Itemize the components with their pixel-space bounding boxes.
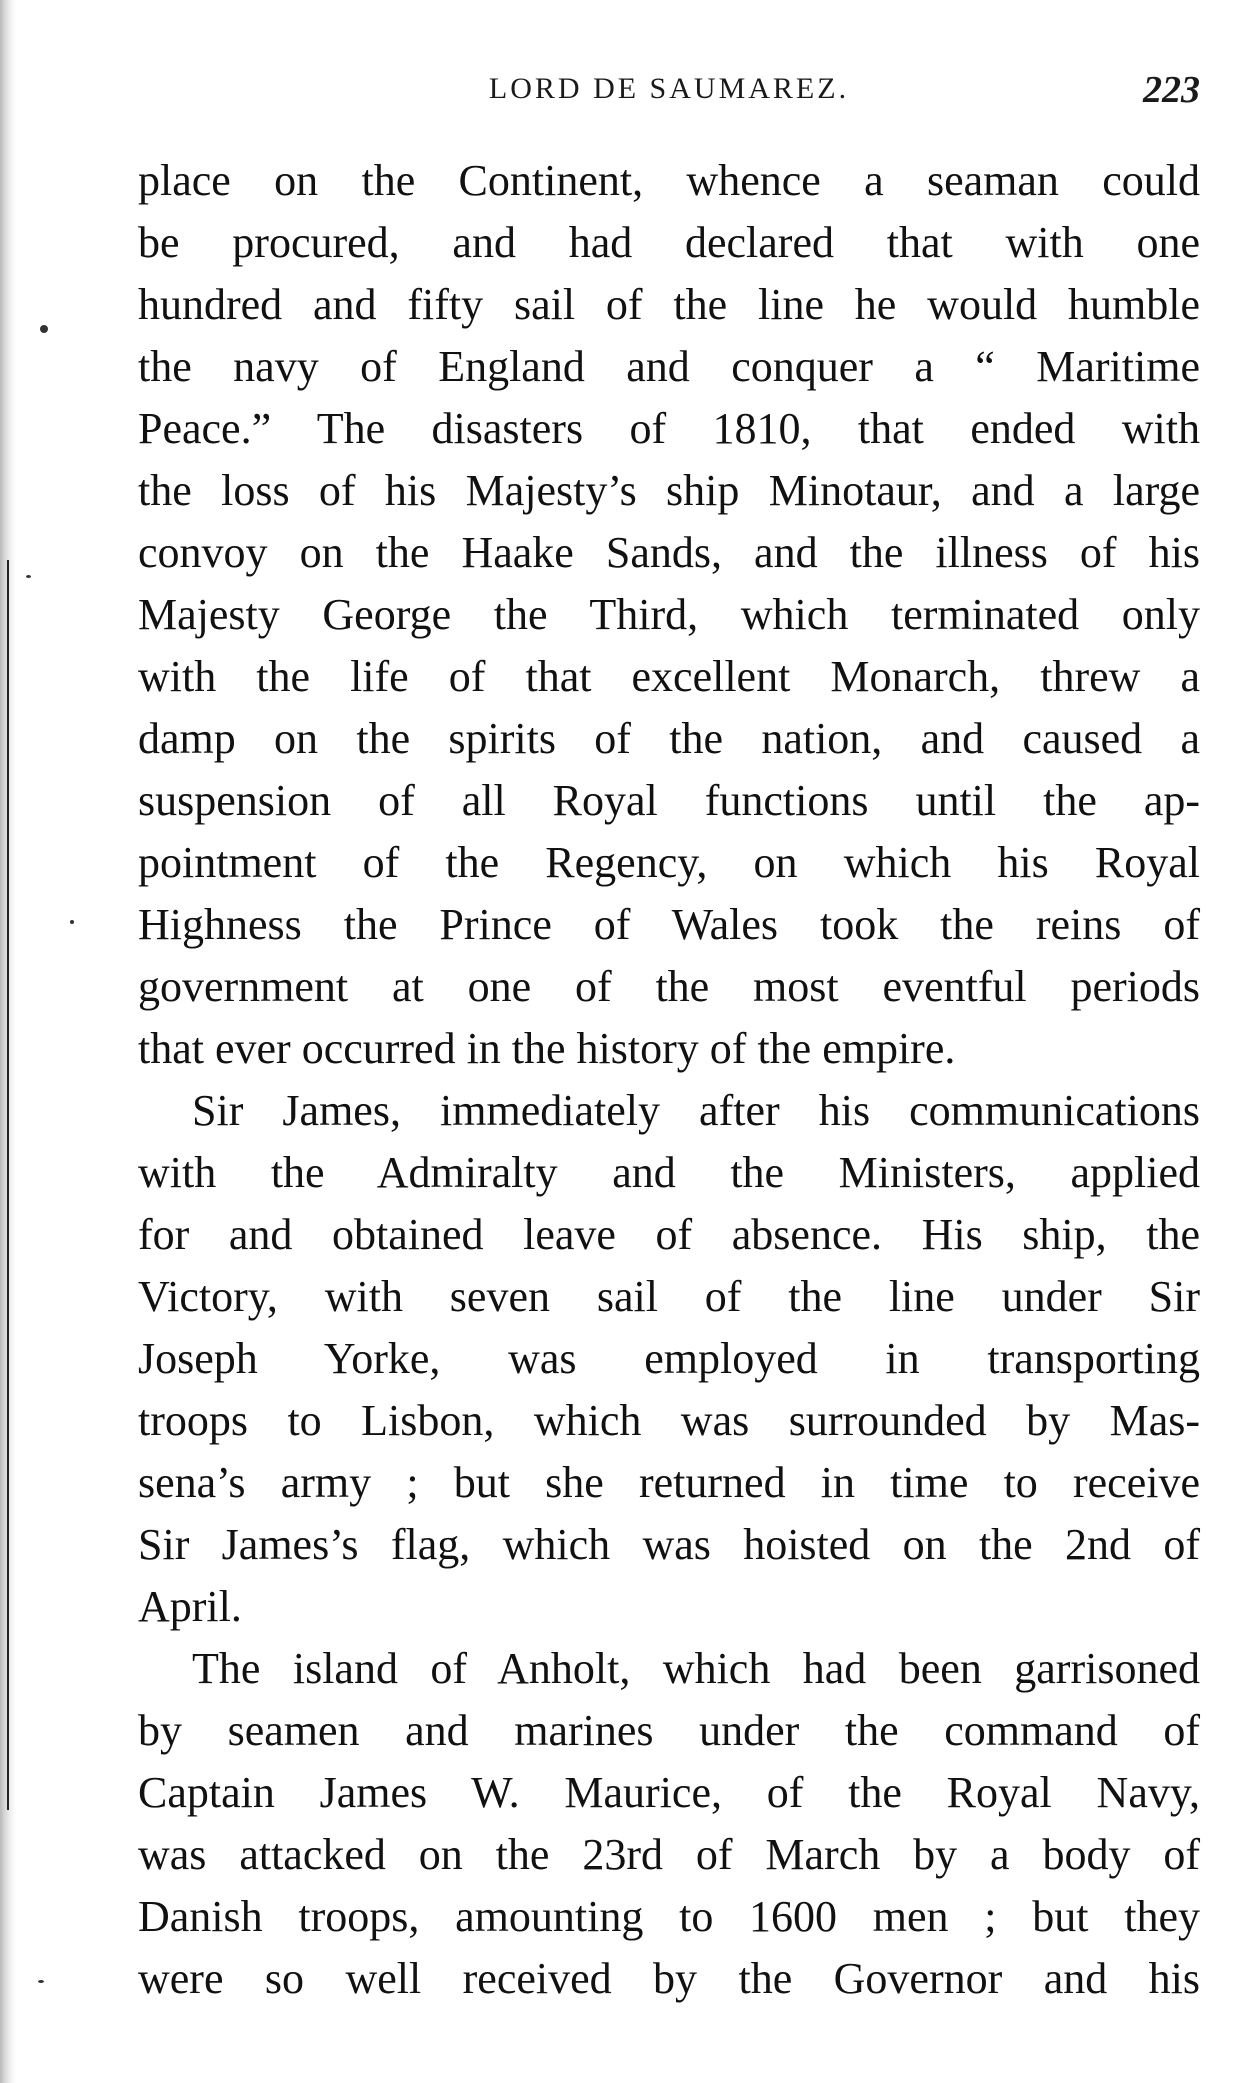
paragraph (138, 1080, 1200, 1638)
text-line: convoy on the Haake Sands, and the illness of his (138, 528, 1200, 577)
text-line: April. (138, 1582, 242, 1631)
text-line: Highness the Prince of Wales took the reins of (138, 900, 1200, 949)
text-line: troops to Lisbon, which was surrounded by Mas- (138, 1396, 1200, 1445)
text-line: pointment of the Regency, on which his Royal (138, 838, 1200, 887)
text-line: Victory, with seven sail of the line under Sir (138, 1272, 1200, 1321)
text-line: suspension of all Royal functions until the ap- (138, 776, 1200, 825)
text-line: Peace.” The disasters of 1810, that ended with (138, 404, 1200, 453)
running-head: LORD DE SAUMAREZ. (488, 72, 850, 105)
scan-speck (38, 1980, 44, 1983)
text-line: the navy of England and conquer a “ Maritime (138, 342, 1200, 391)
text-line: for and obtained leave of absence. His ship, the (138, 1210, 1200, 1259)
text-line: the loss of his Majesty’s ship Minotaur, and a large (138, 466, 1200, 515)
page-header (138, 69, 1200, 122)
text-line: Captain James W. Maurice, of the Royal Navy, (138, 1768, 1200, 1817)
paragraph (138, 150, 1200, 1080)
text-line: Danish troops, amounting to 1600 men ; but they (138, 1892, 1200, 1941)
paragraph (138, 1638, 1200, 2010)
text-line: Sir James’s flag, which was hoisted on the 2nd of (138, 1520, 1200, 1569)
text-line: The island of Anholt, which had been garrisoned (192, 1644, 1200, 1693)
text-line: damp on the spirits of the nation, and caused a (138, 714, 1200, 763)
text-line: hundred and fifty sail of the line he would humble (138, 280, 1200, 329)
text-line: with the life of that excellent Monarch, threw a (138, 652, 1200, 701)
text-line: was attacked on the 23rd of March by a body of (138, 1830, 1200, 1879)
text-line: that ever occurred in the history of the empire. (138, 1024, 956, 1073)
scan-speck (26, 575, 31, 578)
text-line: Joseph Yorke, was employed in transporting (138, 1334, 1200, 1383)
text-line: government at one of the most eventful periods (138, 962, 1200, 1011)
text-line: were so well received by the Governor and his (138, 1954, 1200, 2003)
body-text (138, 150, 1200, 2010)
text-line: be procured, and had declared that with one (138, 218, 1200, 267)
binding-edge-line (7, 560, 9, 1810)
text-line: Majesty George the Third, which terminated only (138, 590, 1200, 639)
page-number: 223 (1143, 69, 1200, 111)
scan-speck (70, 920, 74, 924)
text-line: by seamen and marines under the command of (138, 1706, 1200, 1755)
text-line: sena’s army ; but she returned in time to receive (138, 1458, 1200, 1507)
scan-speck (40, 325, 48, 333)
text-line: place on the Continent, whence a seaman could (138, 156, 1200, 205)
text-line: Sir James, immediately after his communications (192, 1086, 1200, 1135)
text-line: with the Admiralty and the Ministers, applied (138, 1148, 1200, 1197)
